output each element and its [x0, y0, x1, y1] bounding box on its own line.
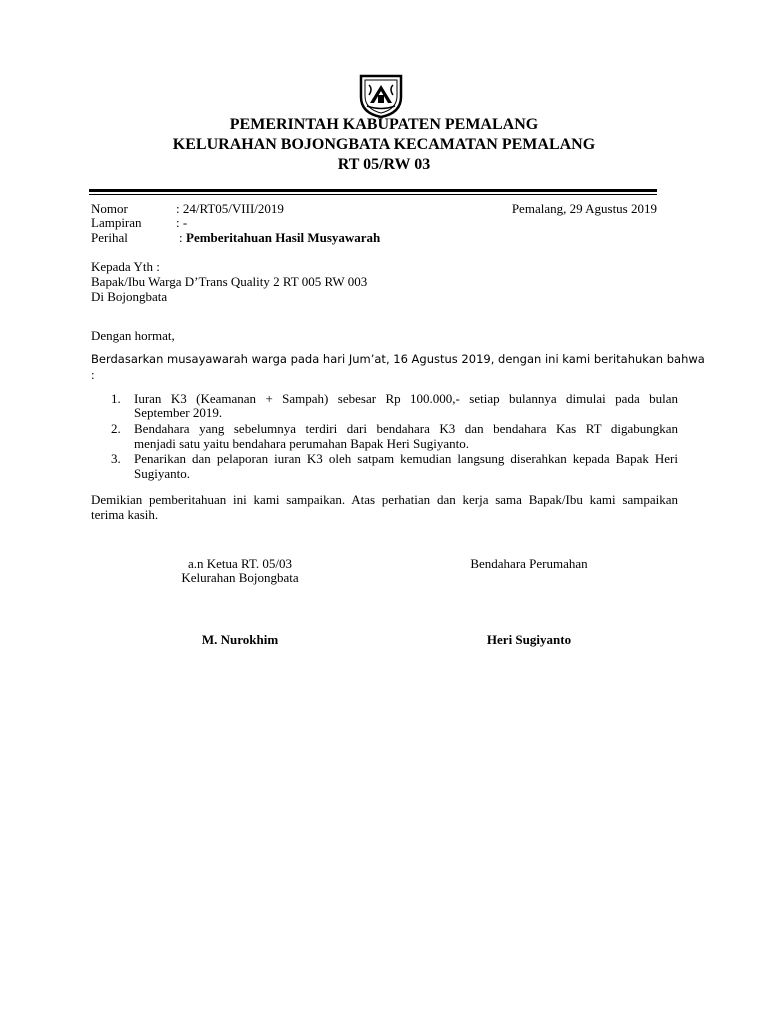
list-item-number: 2.	[111, 421, 121, 436]
list-item-text: menjadi satu yaitu bendahara perumahan Bapak Heri Sugiyanto.	[134, 436, 470, 451]
header-divider-thick	[89, 189, 657, 192]
left-signatory-office: Kelurahan Bojongbata	[181, 570, 299, 585]
place-date: Pemalang, 29 Agustus 2019	[511, 201, 657, 216]
letterhead-line-3: RT 05/RW 03	[337, 156, 431, 173]
list-item-text: Bendahara yang sebelumnya terdiri dari bendahara K3 dan bendahara Kas RT digabungkan	[134, 421, 678, 436]
right-signatory-name: Heri Sugiyanto	[486, 632, 572, 647]
recipient-line-1: Kepada Yth :	[91, 259, 160, 274]
closing-text: terima kasih.	[91, 507, 159, 522]
list-item-number: 1.	[111, 391, 121, 406]
right-signatory-title: Bendahara Perumahan	[470, 556, 588, 571]
recipient-line-3: Di Bojongbata	[91, 289, 168, 304]
left-signatory-title: a.n Ketua RT. 05/03	[187, 556, 293, 571]
letterhead-line-1: PEMERINTAH KABUPATEN PEMALANG	[229, 116, 539, 133]
perihal-label: Perihal	[91, 230, 128, 245]
lampiran-value: : -	[176, 215, 188, 230]
intro-text: Berdasarkan musayawarah warga pada hari Jum’at, 16 Agustus 2019, dengan ini kami beritahukan bahwa	[91, 352, 705, 366]
perihal-colon: :	[179, 230, 183, 245]
letterhead-line-2: KELURAHAN BOJONGBATA KECAMATAN PEMALANG	[172, 136, 596, 153]
lampiran-label: Lampiran	[91, 215, 142, 230]
list-item-text: Penarikan dan pelaporan iuran K3 oleh satpam kemudian langsung diserahkan kepada Bapak Heri	[134, 451, 678, 466]
closing-text: Demikian pemberitahuan ini kami sampaikan. Atas perhatian dan kerja sama Bapak/Ibu kami sampaikan	[91, 492, 678, 507]
list-item-text: Iuran K3 (Keamanan + Sampah) sebesar Rp 100.000,- setiap bulannya dimulai pada bulan	[134, 391, 678, 406]
greeting: Dengan hormat,	[91, 328, 175, 343]
intro-tail: :	[91, 367, 95, 382]
recipient-line-2: Bapak/Ibu Warga D’Trans Quality 2 RT 005 RW 003	[91, 274, 368, 289]
perihal-value: Pemberitahuan Hasil Musyawarah	[186, 230, 381, 245]
regency-emblem-logo	[355, 73, 407, 119]
list-item-text: Sugiyanto.	[134, 466, 190, 481]
list-item-number: 3.	[111, 451, 121, 466]
nomor-label: Nomor	[91, 201, 128, 216]
list-item-text: September 2019.	[134, 405, 223, 420]
nomor-value: : 24/RT05/VIII/2019	[176, 201, 284, 216]
left-signatory-name: M. Nurokhim	[201, 632, 279, 647]
header-divider-thin	[89, 194, 657, 195]
